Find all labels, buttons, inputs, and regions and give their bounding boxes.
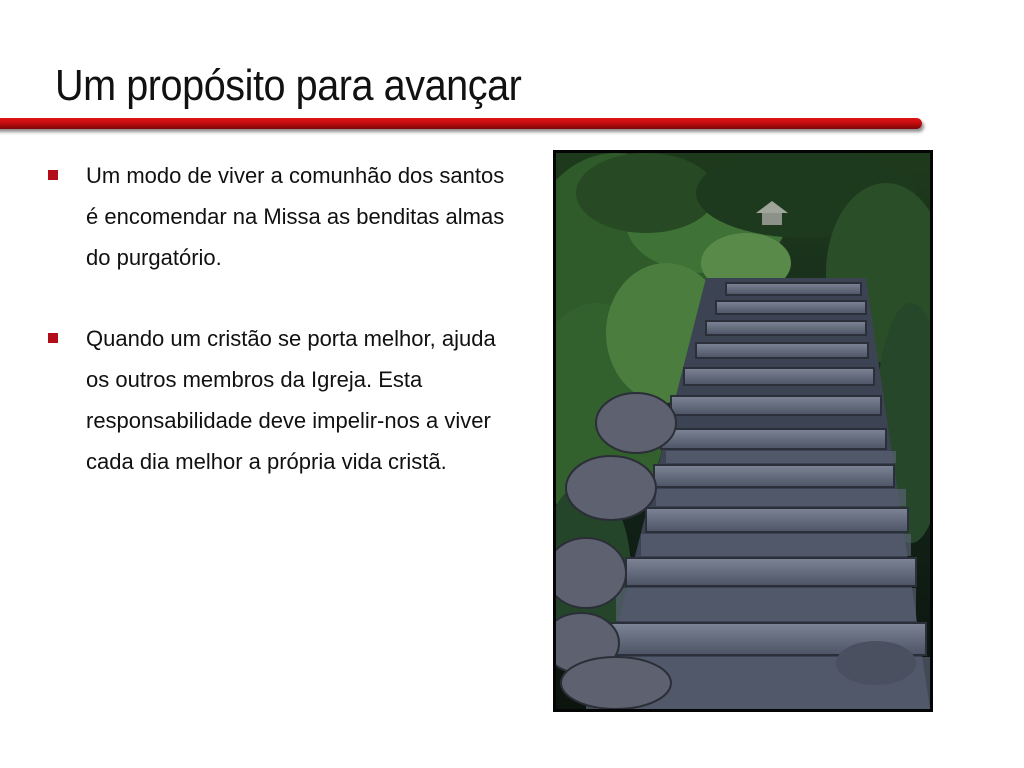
bullet-text: Um modo de viver a comunhão dos santos é encomendar na Missa as benditas almas do purgatório.	[86, 163, 505, 270]
stone-stairway-photo	[553, 150, 933, 712]
bullet-item	[48, 155, 518, 278]
stairway-illustration	[556, 153, 930, 709]
title-underline-bar	[0, 118, 922, 129]
square-bullet-icon	[48, 170, 58, 180]
bullet-text: Quando um cristão se porta melhor, ajuda os outros membros da Igreja. Esta responsabilidade deve impelir-nos a viver cada dia melhor a própria vida cristã.	[86, 326, 496, 474]
bullet-item	[48, 318, 518, 482]
slide-title: Um propósito para avançar	[55, 61, 522, 110]
bullet-list	[48, 155, 518, 482]
square-bullet-icon	[48, 333, 58, 343]
